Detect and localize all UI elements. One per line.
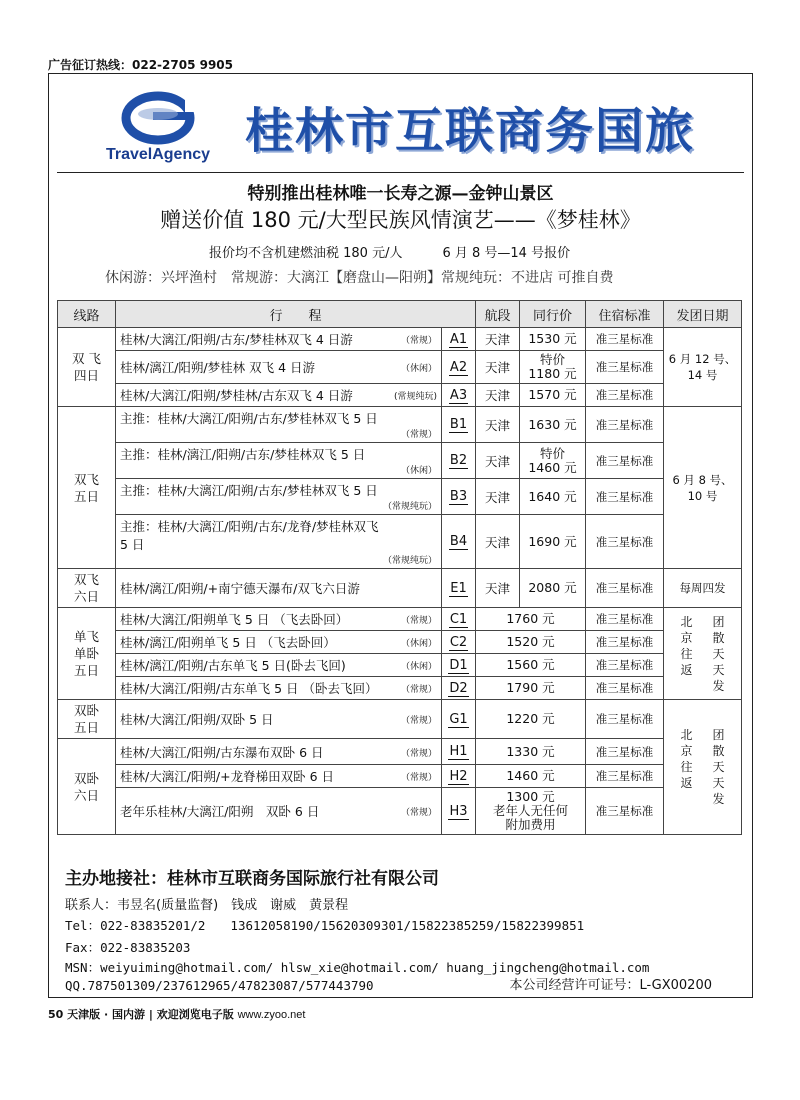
tour-type: （常规） (400, 616, 437, 626)
price-note: 报价均不含机建燃油税 180 元/人 (209, 246, 403, 261)
accommodation: 准三星标准 (586, 700, 664, 739)
route-itinerary (116, 677, 442, 700)
tour-code (442, 765, 476, 788)
tour-code (442, 739, 476, 765)
accommodation: 准三星标准 (586, 328, 664, 351)
ad-hotline: 广告征订热线：022-2705 9905 (48, 58, 234, 72)
flight-leg: 天津 (476, 443, 520, 479)
route-name: 桂林/大漓江/阳朔/梦桂林/古东双飞 4 日游 (120, 388, 353, 403)
price: 1530 元 (520, 328, 586, 351)
price: 1560 元 (476, 654, 586, 677)
tour-code-label: A2 (449, 359, 468, 375)
contact-tel: Tel：022-83835201/2 13612058190/15620309301/15822385259/15822399851 (65, 918, 585, 933)
tour-type: （常规） (400, 685, 437, 695)
price: 1460 元 (476, 765, 586, 788)
table-row (58, 631, 742, 654)
table-row (58, 654, 742, 677)
route-name: 桂林/大漓江/阳朔/双卧 5 日 (120, 712, 274, 727)
price: 1570 元 (520, 384, 586, 407)
accommodation: 准三星标准 (586, 479, 664, 515)
table-row (58, 700, 742, 739)
route-itinerary (116, 739, 442, 765)
route-group: 双飞 六日 (58, 569, 116, 608)
route-itinerary (116, 479, 442, 515)
price: 特价 1460 元 (520, 443, 586, 479)
route-name: 桂林/大漓江/阳朔/古东/梦桂林双飞 4 日游 (120, 332, 353, 347)
flight-leg: 天津 (476, 515, 520, 569)
depart-beijing-roundtrip: 北京往返 (680, 728, 693, 790)
tour-code (442, 608, 476, 631)
tour-code (442, 479, 476, 515)
route-name: 桂林/大漓江/阳朔/古东单飞 5 日 （卧去飞回） (120, 681, 378, 696)
tour-type: （常规） (400, 748, 437, 759)
accommodation: 准三星标准 (586, 351, 664, 384)
contact-fax: Fax：022-83835203 (65, 940, 191, 955)
accommodation: 准三星标准 (586, 677, 664, 700)
table-row (58, 765, 742, 788)
tour-code (442, 631, 476, 654)
table-row (58, 328, 742, 351)
tour-code (442, 384, 476, 407)
tour-code-label: B2 (449, 453, 468, 468)
flight-leg: 天津 (476, 569, 520, 608)
edition: 天津版 · 国内游 (67, 1008, 145, 1021)
accommodation: 准三星标准 (586, 515, 664, 569)
route-itinerary (116, 654, 442, 677)
route-name: 桂林/漓江/阳朔单飞 5 日 （飞去卧回） (120, 635, 336, 650)
travel-agency-logo-icon (93, 86, 223, 146)
flight-leg: 天津 (476, 328, 520, 351)
table-row (58, 384, 742, 407)
route-itinerary (116, 765, 442, 788)
route-itinerary (116, 407, 442, 443)
route-name: 主推：桂林/大漓江/阳朔/古东/龙脊/梦桂林双飞 5 日 (120, 519, 379, 552)
route-itinerary (116, 443, 442, 479)
price: 1630 元 (520, 407, 586, 443)
departure-date: 6 月 8 号、 10 号 (664, 407, 742, 569)
departure-date: 每周四发 (664, 569, 742, 608)
page-number: 50 (48, 1008, 64, 1021)
price: 1520 元 (476, 631, 586, 654)
accommodation: 准三星标准 (586, 384, 664, 407)
host-company: 主办地接社：桂林市互联商务国际旅行社有限公司 (65, 869, 439, 889)
route-group: 双 飞 四日 (58, 328, 116, 407)
tour-type: （常规） (400, 430, 437, 440)
contact-persons: 联系人：韦昱名(质量监督) 钱成 谢威 黄景程 (65, 898, 349, 913)
accommodation: 准三星标准 (586, 765, 664, 788)
price: 2080 元 (520, 569, 586, 608)
route-itinerary (116, 351, 442, 384)
tour-type: （休闲） (400, 639, 437, 649)
price: 1330 元 (476, 739, 586, 765)
table-row (58, 788, 742, 835)
route-name: 主推：桂林/大漓江/阳朔/古东/梦桂林双飞 5 日 (120, 411, 378, 426)
logo-text: TravelAgency (105, 146, 211, 163)
promo-note (209, 242, 570, 261)
route-itinerary (116, 631, 442, 654)
accommodation: 准三星标准 (586, 569, 664, 608)
route-itinerary (116, 788, 442, 835)
price: 1790 元 (476, 677, 586, 700)
route-name: 主推：桂林/漓江/阳朔/古东/梦桂林双飞 5 日 (120, 447, 366, 462)
route-name: 桂林/漓江/阳朔/古东单飞 5 日(卧去飞回) (120, 658, 346, 673)
flight-leg: 天津 (476, 479, 520, 515)
price: 1220 元 (476, 700, 586, 739)
tour-type: （常规） (400, 336, 437, 346)
depart-daily-group: 团散天天发 (712, 614, 725, 693)
route-group: 双卧 六日 (58, 739, 116, 835)
table-row (58, 515, 742, 569)
header-departure: 发团日期 (664, 301, 742, 328)
contact-qq: QQ.787501309/237612965/47823087/577443790 (65, 978, 374, 993)
tour-code-label: A1 (449, 331, 468, 347)
table-row (58, 677, 742, 700)
tour-code (442, 407, 476, 443)
promo-gift: 赠送价值 180 元/大型民族风情演艺——《梦桂林》 (160, 208, 641, 232)
flight-leg: 天津 (476, 351, 520, 384)
tour-type: （休闲） (400, 662, 437, 672)
route-name: 桂林/大漓江/阳朔/古东瀑布双卧 6 日 (120, 744, 324, 760)
tour-type: （休闲） (400, 466, 437, 476)
route-itinerary (116, 384, 442, 407)
header-accommodation: 住宿标准 (586, 301, 664, 328)
business-license: 本公司经营许可证号：L-GX00200 (509, 978, 712, 993)
table-header-row (58, 301, 742, 328)
accommodation: 准三星标准 (586, 608, 664, 631)
header-price: 同行价 (520, 301, 586, 328)
route-group: 双飞 五日 (58, 407, 116, 569)
route-name: 桂林/漓江/阳朔/+南宁德天瀑布/双飞六日游 (120, 581, 360, 596)
tour-code (442, 677, 476, 700)
tour-code-label: D2 (449, 680, 468, 696)
tour-code-label: G1 (449, 711, 468, 727)
agency-name: 桂林市互联商务国旅 (245, 103, 696, 159)
route-name: 桂林/漓江/阳朔/梦桂林 双飞 4 日游 (120, 360, 316, 375)
quote-dates: 6 月 8 号—14 号报价 (442, 246, 571, 261)
departure-date (664, 700, 742, 835)
logo (93, 86, 223, 166)
tour-type: （常规） (400, 773, 437, 783)
contact-msn: MSN：weiyuiming@hotmail.com/ hlsw_xie@hotmail.com/ huang_jingcheng@hotmail.com (65, 960, 650, 975)
price: 1300 元 老年人无任何 附加费用 (476, 788, 586, 835)
tour-categories: 休闲游：兴坪渔村 常规游：大漓江【磨盘山—阳朔】常规纯玩：不进店 可推自费 (105, 270, 614, 286)
tour-code-label: H1 (449, 744, 468, 759)
tour-code (442, 700, 476, 739)
header-route-group: 线路 (58, 301, 116, 328)
tour-code (442, 443, 476, 479)
website-link[interactable]: www.zyoo.net (237, 1009, 306, 1021)
departure-date: 6 月 12 号、 14 号 (664, 328, 742, 407)
flight-leg: 天津 (476, 407, 520, 443)
accommodation: 准三星标准 (586, 443, 664, 479)
table-row (58, 351, 742, 384)
accommodation: 准三星标准 (586, 631, 664, 654)
tour-code (442, 351, 476, 384)
accommodation: 准三星标准 (586, 407, 664, 443)
price: 1640 元 (520, 479, 586, 515)
promo-headline: 特别推出桂林唯一长寿之源—金钟山景区 (247, 184, 554, 204)
tour-code-label: B1 (449, 417, 468, 432)
table-row (58, 443, 742, 479)
divider (57, 172, 744, 173)
accommodation: 准三星标准 (586, 654, 664, 677)
route-name: 桂林/大漓江/阳朔/+龙脊梯田双卧 6 日 (120, 769, 335, 784)
route-name: 主推：桂林/大漓江/阳朔/古东/梦桂林双飞 5 日 (120, 483, 378, 498)
accommodation: 准三星标准 (586, 739, 664, 765)
table-row (58, 479, 742, 515)
tour-code-label: B4 (449, 534, 468, 549)
tour-type: （休闲） (400, 364, 437, 374)
tour-type: （常规纯玩） (382, 502, 437, 512)
route-group: 单飞 单卧 五日 (58, 608, 116, 700)
price: 特价 1180 元 (520, 351, 586, 384)
tour-type: （常规） (400, 808, 437, 818)
route-itinerary (116, 608, 442, 631)
price: 1690 元 (520, 515, 586, 569)
tour-code-label: C2 (449, 634, 468, 650)
ad-frame (48, 73, 753, 998)
tour-type: (常规纯玩) (393, 392, 437, 402)
route-group: 双卧 五日 (58, 700, 116, 739)
route-itinerary (116, 328, 442, 351)
tour-code (442, 788, 476, 835)
departure-date (664, 608, 742, 700)
slogan: 欢迎浏览电子版 (156, 1008, 234, 1021)
depart-beijing-roundtrip: 北京往返 (680, 614, 693, 677)
flight-leg: 天津 (476, 384, 520, 407)
tour-code (442, 654, 476, 677)
price: 1760 元 (476, 608, 586, 631)
page-footer: 50 天津版 · 国内游 | 欢迎浏览电子版 www.zyoo.net (48, 1008, 306, 1021)
tour-code-label: B3 (449, 489, 468, 504)
header-leg: 航段 (476, 301, 520, 328)
table-row (58, 407, 742, 443)
tour-code-label: H2 (449, 768, 468, 784)
table-row (58, 569, 742, 608)
tour-code (442, 515, 476, 569)
route-name: 桂林/大漓江/阳朔单飞 5 日 （飞去卧回） (120, 612, 349, 627)
accommodation: 准三星标准 (586, 788, 664, 835)
route-itinerary (116, 515, 442, 569)
tour-code (442, 328, 476, 351)
tour-price-table (57, 300, 742, 835)
tour-type: （常规） (400, 716, 437, 726)
route-itinerary (116, 569, 442, 608)
table-row (58, 739, 742, 765)
tour-code (442, 569, 476, 608)
tour-type: （常规纯玩） (382, 556, 437, 566)
header-itinerary: 行 程 (116, 301, 476, 328)
tour-code-label: H3 (449, 803, 468, 819)
depart-daily-group: 团散天天发 (712, 728, 725, 806)
route-name: 老年乐桂林/大漓江/阳朔 双卧 6 日 (120, 804, 320, 819)
tour-code-label: E1 (450, 580, 467, 596)
tour-code-label: D1 (449, 657, 468, 673)
tour-code-label: C1 (449, 611, 468, 627)
route-itinerary (116, 700, 442, 739)
tour-code-label: A3 (449, 387, 468, 403)
table-row (58, 608, 742, 631)
